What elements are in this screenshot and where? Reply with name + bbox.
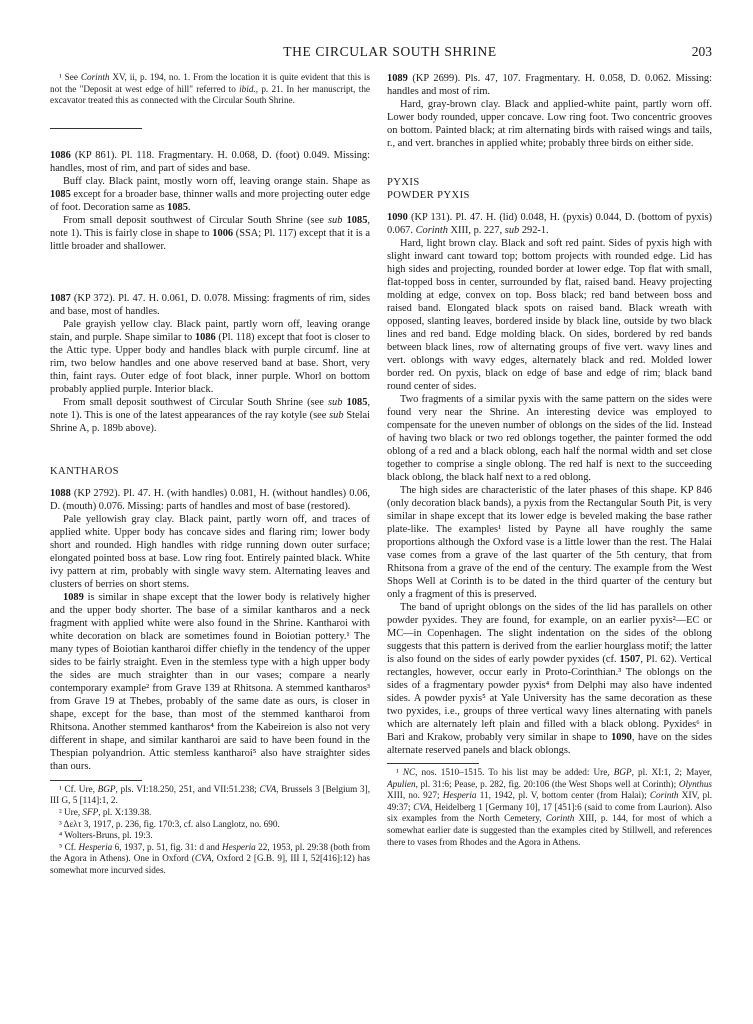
spacer (387, 202, 712, 211)
italic-text: Corinth (415, 225, 448, 236)
italic-text: BGP (97, 783, 116, 794)
italic-text: CVA (413, 801, 430, 812)
italic-text: Corinth (80, 72, 110, 82)
entry-1090-header: 1090 (KP 131). Pl. 47. H. (lid) 0.048, H. (pyxis) 0.044, D. (bottom of pyxis) 0.067. Corinth XIII, p. 227, sub 292-1. (387, 212, 712, 236)
section-heading-pyxis: PYXIS (387, 177, 420, 188)
catalogue-number: 1088 (50, 487, 71, 499)
catalogue-number: 1086 (194, 331, 216, 343)
spacer (387, 150, 712, 176)
catalogue-number: 1507 (619, 654, 641, 665)
paragraph-band-of-oblongs: The band of upright oblongs on the sides of the lid has parallels on other powder pyxides. They are found, for example, on an earlier pyxis²—EC or MC—in Copenhagen. The slight indentation on the sides of the oblong suggests that this pattern is derived from the earlier hourglass motif; the latter is also found on the sides of early powder pyxides (cf. 1507, Pl. 62). Vertical rectangles, however, occur early in Proto-Corinthian.³ The oblongs on the sides of a fragmentary powder pyxis⁴ from Delphi may also have indented sides. A powder pyxis⁵ at Yale University has the same decoration as these two pyxides, i.e., groups of three vertical wavy lines alternating with panels which are alternately left plain and filled with a black oblong. Pyxides⁶ in Bari and Krakow, probably very similar in shape to 1090, have on the sides alternate reserved panels and black oblongs. (387, 602, 713, 756)
footnotes-left (50, 784, 370, 877)
entry-1089-description: Hard, gray-brown clay. Black and applied-white paint, partly worn off. Lower body rounded, upper concave. Low ring foot. Two concentric grooves on bottom. Painted black; at rim alternating birds with raised wings and tails, r., and vert. branches in applied white; probably three birds on either side. (387, 99, 712, 149)
italic-text: CVA (194, 853, 212, 864)
entry-1088-header: 1088 (KP 2792). Pl. 47. H. (with handles) 0.081, H. (without handles) 0.06, D. (mouth) 0.076. Missing: parts of handles and most of base (restored). (50, 487, 370, 512)
italic-text: sub (329, 409, 344, 421)
section-heading-kantharos: KANTHAROS (50, 465, 119, 477)
footnote: ⁴ Wolters-Bruns, pl. 19:3. (59, 830, 153, 841)
footnote-rule (50, 128, 142, 129)
catalogue-number: 1085 (346, 396, 368, 408)
spacer (50, 435, 370, 465)
right-column (387, 72, 712, 848)
catalogue-number: 1090 (611, 732, 632, 743)
catalogue-number: 1006 (212, 227, 234, 239)
entry-1088-description: Pale yellowish gray clay. Black paint, partly worn off, and traces of applied white. Upper body has concave sides and flaring rim; lower body short and rounded. High handles with ridge running down outer surface; elongated pointed boss at base. Low ring foot. Entirely painted black. White ivy pattern at rim, probably with single wavy stem. Alternating leaves and clusters of berries on short stems. (50, 513, 370, 590)
entry-1086-description: Buff clay. Black paint, mostly worn off, leaving orange stain. Shape as 1085 except for a broader base, thinner walls and more projecting outer edge of foot. Decoration same as 1085. (50, 175, 370, 213)
running-header-title: THE CIRCULAR SOUTH SHRINE (283, 44, 497, 59)
italic-text: Olynthus (678, 778, 712, 789)
entry-1086-context: From small deposit southwest of Circular South Shrine (see sub 1085, note 1). This is fairly close in shape to 1006 (SSA; Pl. 117) except that it is a little broader and shallower. (50, 214, 370, 252)
italic-text: Corinth (649, 790, 679, 801)
footnote: ¹ Cf. Ure, BGP, pls. VI:18.250, 251, and VII:51.238; CVA, Brussels 3 [Belgium 3], III G, 5 [114]:1, 2. (50, 783, 371, 806)
entry-1089-discussion: 1089 is similar in shape except that the lower body is relatively higher and the upper body shorter. The base of a similar kantharos and a neck fragment with applied white were also found in the Shrine. Kantharoi with white decoration on black are sometimes found in Boiotian pottery.¹ The many types of Boiotian kantharoi differ chiefly in the tendency of the upper sides to be fairly straight. Even in the stemless type with a high upper body the sides are much straighter than in our vases; compare a nearly contemporary example² from Grave 139 at Rhitsona. A stemmed kantharos³ from Grave 19 at Thebes, probably of the same date as ours, is closer in shape, except for the base, than most of the stemmed kantharoi from Rhitsona. Another stemmed kantharos⁴ from the Kabeireion is also not very different in shape, and similar kantharoi are said to have been found in the Thespian polyandrion. Attic stemless kantharoi⁵ also have straighter sides than ours. (50, 591, 370, 772)
italic-text: BGP (613, 767, 632, 777)
entry-1087-description: Pale grayish yellow clay. Black paint, partly worn off, leaving orange stain, and purple. Shape similar to 1086 (Pl. 118) except that foot is closer to the Attic type. Upper body and handles black with purple circumf. line at rim, two below handles and one above reserved band at base. Short, very thin, faint rays. Outer edge of foot black, inner purple. Whorl on bottom probably applied purple. Interior black. (50, 318, 370, 395)
entry-1086-header: 1086 (KP 861). Pl. 118. Fragmentary. H. 0.068, D. (foot) 0.049. Missing: handles, most of rim, and part of sides and base. (50, 149, 370, 174)
spacer (50, 253, 370, 292)
catalogue-number: 1085 (346, 214, 368, 226)
catalogue-number: 1085 (50, 188, 71, 200)
italic-text: Apulien (387, 778, 416, 789)
catalogue-number: 1085 (167, 201, 188, 213)
page-number: 203 (691, 44, 712, 59)
italic-text: SFP (82, 806, 99, 817)
footnote: ² Ure, SFP, pl. X:139.38. (59, 806, 152, 817)
entry-1090-description: Hard, light brown clay. Black and soft red paint. Sides of pyxis high with slight inward cant toward top; bottom projects with rounded edge. Lid has high sides and projecting, rounded border at lower edge. Top flat with small, flat-topped boss in center, surrounded by flat, raised band. Heavy projecting molding at edge, convex on top. Boss black; red band between boss and raised band. Elongated black spots on raised band. Black wreath with opposed, slanting leaves, bordered inside by black line, outside by two black lines and red band. Edge molding black. On sides, bordered by red bands between black lines, row of alternating groups of five vert. wavy lines and vert. oblongs with wavy edges, alternately black and red. Molded lower border red. On pyxis, black on edge of base and edge of rim; black band round center of sides. (387, 238, 712, 392)
catalogue-number: 1089 (63, 591, 84, 603)
footnote-rule (50, 780, 142, 781)
italic-text: Hesperia (222, 841, 256, 852)
italic-text: ibid. (239, 83, 256, 94)
catalogue-number: 1090 (387, 212, 408, 223)
paragraph-two-fragments: Two fragments of a similar pyxis with the same pattern on the sides were found very near the Shrine. An interesting device was employed to compensate for the uneven number of oblongs on the sides of the lid. Instead of having two black or two red oblongs together, the painter formed the odd oblong of a red and a black oblong, each half the normal width and set close together to comprise a single oblong. The red half is next to the succeeding black oblong, the black half next to a red oblong. (387, 394, 712, 483)
italic-text: NC (402, 767, 416, 777)
italic-text: Hesperia (78, 841, 113, 852)
italic-text: sub (327, 396, 343, 408)
entry-1087-context: From small deposit southwest of Circular South Shrine (see sub 1085, note 1). This is one of the latest appearances of the ray kotyle (see sub Stelai Shrine A, p. 189b above). (50, 396, 370, 434)
footnote-rule (387, 763, 479, 764)
catalogue-number: 1089 (387, 73, 408, 84)
italic-text: sub (504, 225, 520, 236)
italic-text: CVA (259, 783, 277, 794)
entry-1087-header: 1087 (KP 372). Pl. 47. H. 0.061, D. 0.078. Missing: fragments of rim, sides and base, most of handles. (50, 292, 370, 317)
subsection-heading-powder-pyxis: POWDER PYXIS (387, 190, 470, 201)
paragraph-high-sides: The high sides are characteristic of the later phases of this shape. KP 846 (only decoration black bands), a pyxis from the Rectangular South Pit, is very similar in shape except that its lower edge is beveled making the base rather plate-like. The examples¹ listed by Payne all have roughly the same proportions although the Oxford vase is a little lower than the rest. The Halai vase comes from a grave of the last quarter of the 5th century, that from Rhitsona from a grave of the end of the century. The example from the West Shops Well at Corinth is to be dated in the third quarter of the century but only a fragment of this is preserved. (387, 485, 712, 600)
footnote: ⁵ Cf. Hesperia 6, 1937, p. 51, fig. 31: d and Hesperia 22, 1953, pl. 29:38 (both from the Agora in Athens). One in Oxford (CVA, Oxford 2 [G.B. 9], III I, 52[416]:12) has somewhat more incurved sides. (50, 841, 371, 875)
left-column (50, 72, 370, 877)
footnote-right: ¹ NC, nos. 1510–1515. To his list may be added: Ure, BGP, pl. XI:1, 2; Mayer, Apulien, pl. 31:6; Pease, p. 282, fig. 20:106 (the West Shops well at Corinth); Olynthus XIII, no. 927; Hesperia 11, 1942, pl. V, bottom center (from Halai); Corinth XIV, pl. 49:37; CVA, Heidelberg 1 [Germany 10], 17 [451]:6 (said to come from Laurion). Also six examples from the North Cemetery, Corinth XIII, p. 144, for most of which a somewhat earlier date is suggested than the examples cited by Stillwell, and references there to vases from Rhodes and the Agora in Athens. (387, 767, 713, 847)
spacer (50, 478, 370, 487)
footnote: ³ Δελτ 3, 1917, p. 236, fig. 170:3, cf. also Langlotz, no. 690. (59, 818, 280, 829)
italic-text: sub (327, 214, 343, 226)
catalogue-number: 1086 (50, 149, 71, 161)
catalogue-number: 1087 (50, 292, 71, 304)
italic-text: Corinth (545, 813, 575, 824)
carryover-footnote: ¹ See Corinth XV, ii, p. 194, no. 1. From the location it is quite evident that this is not the "Deposit at west edge of hill" referred to ibid., p. 21. In her manuscript, the excavator treated this as connected with the Circular South Shrine. (50, 72, 371, 106)
entry-1089-header: 1089 (KP 2699). Pls. 47, 107. Fragmentary. H. 0.058, D. 0.062. Missing: handles and most of rim. (387, 73, 712, 97)
italic-text: Hesperia (442, 790, 477, 801)
